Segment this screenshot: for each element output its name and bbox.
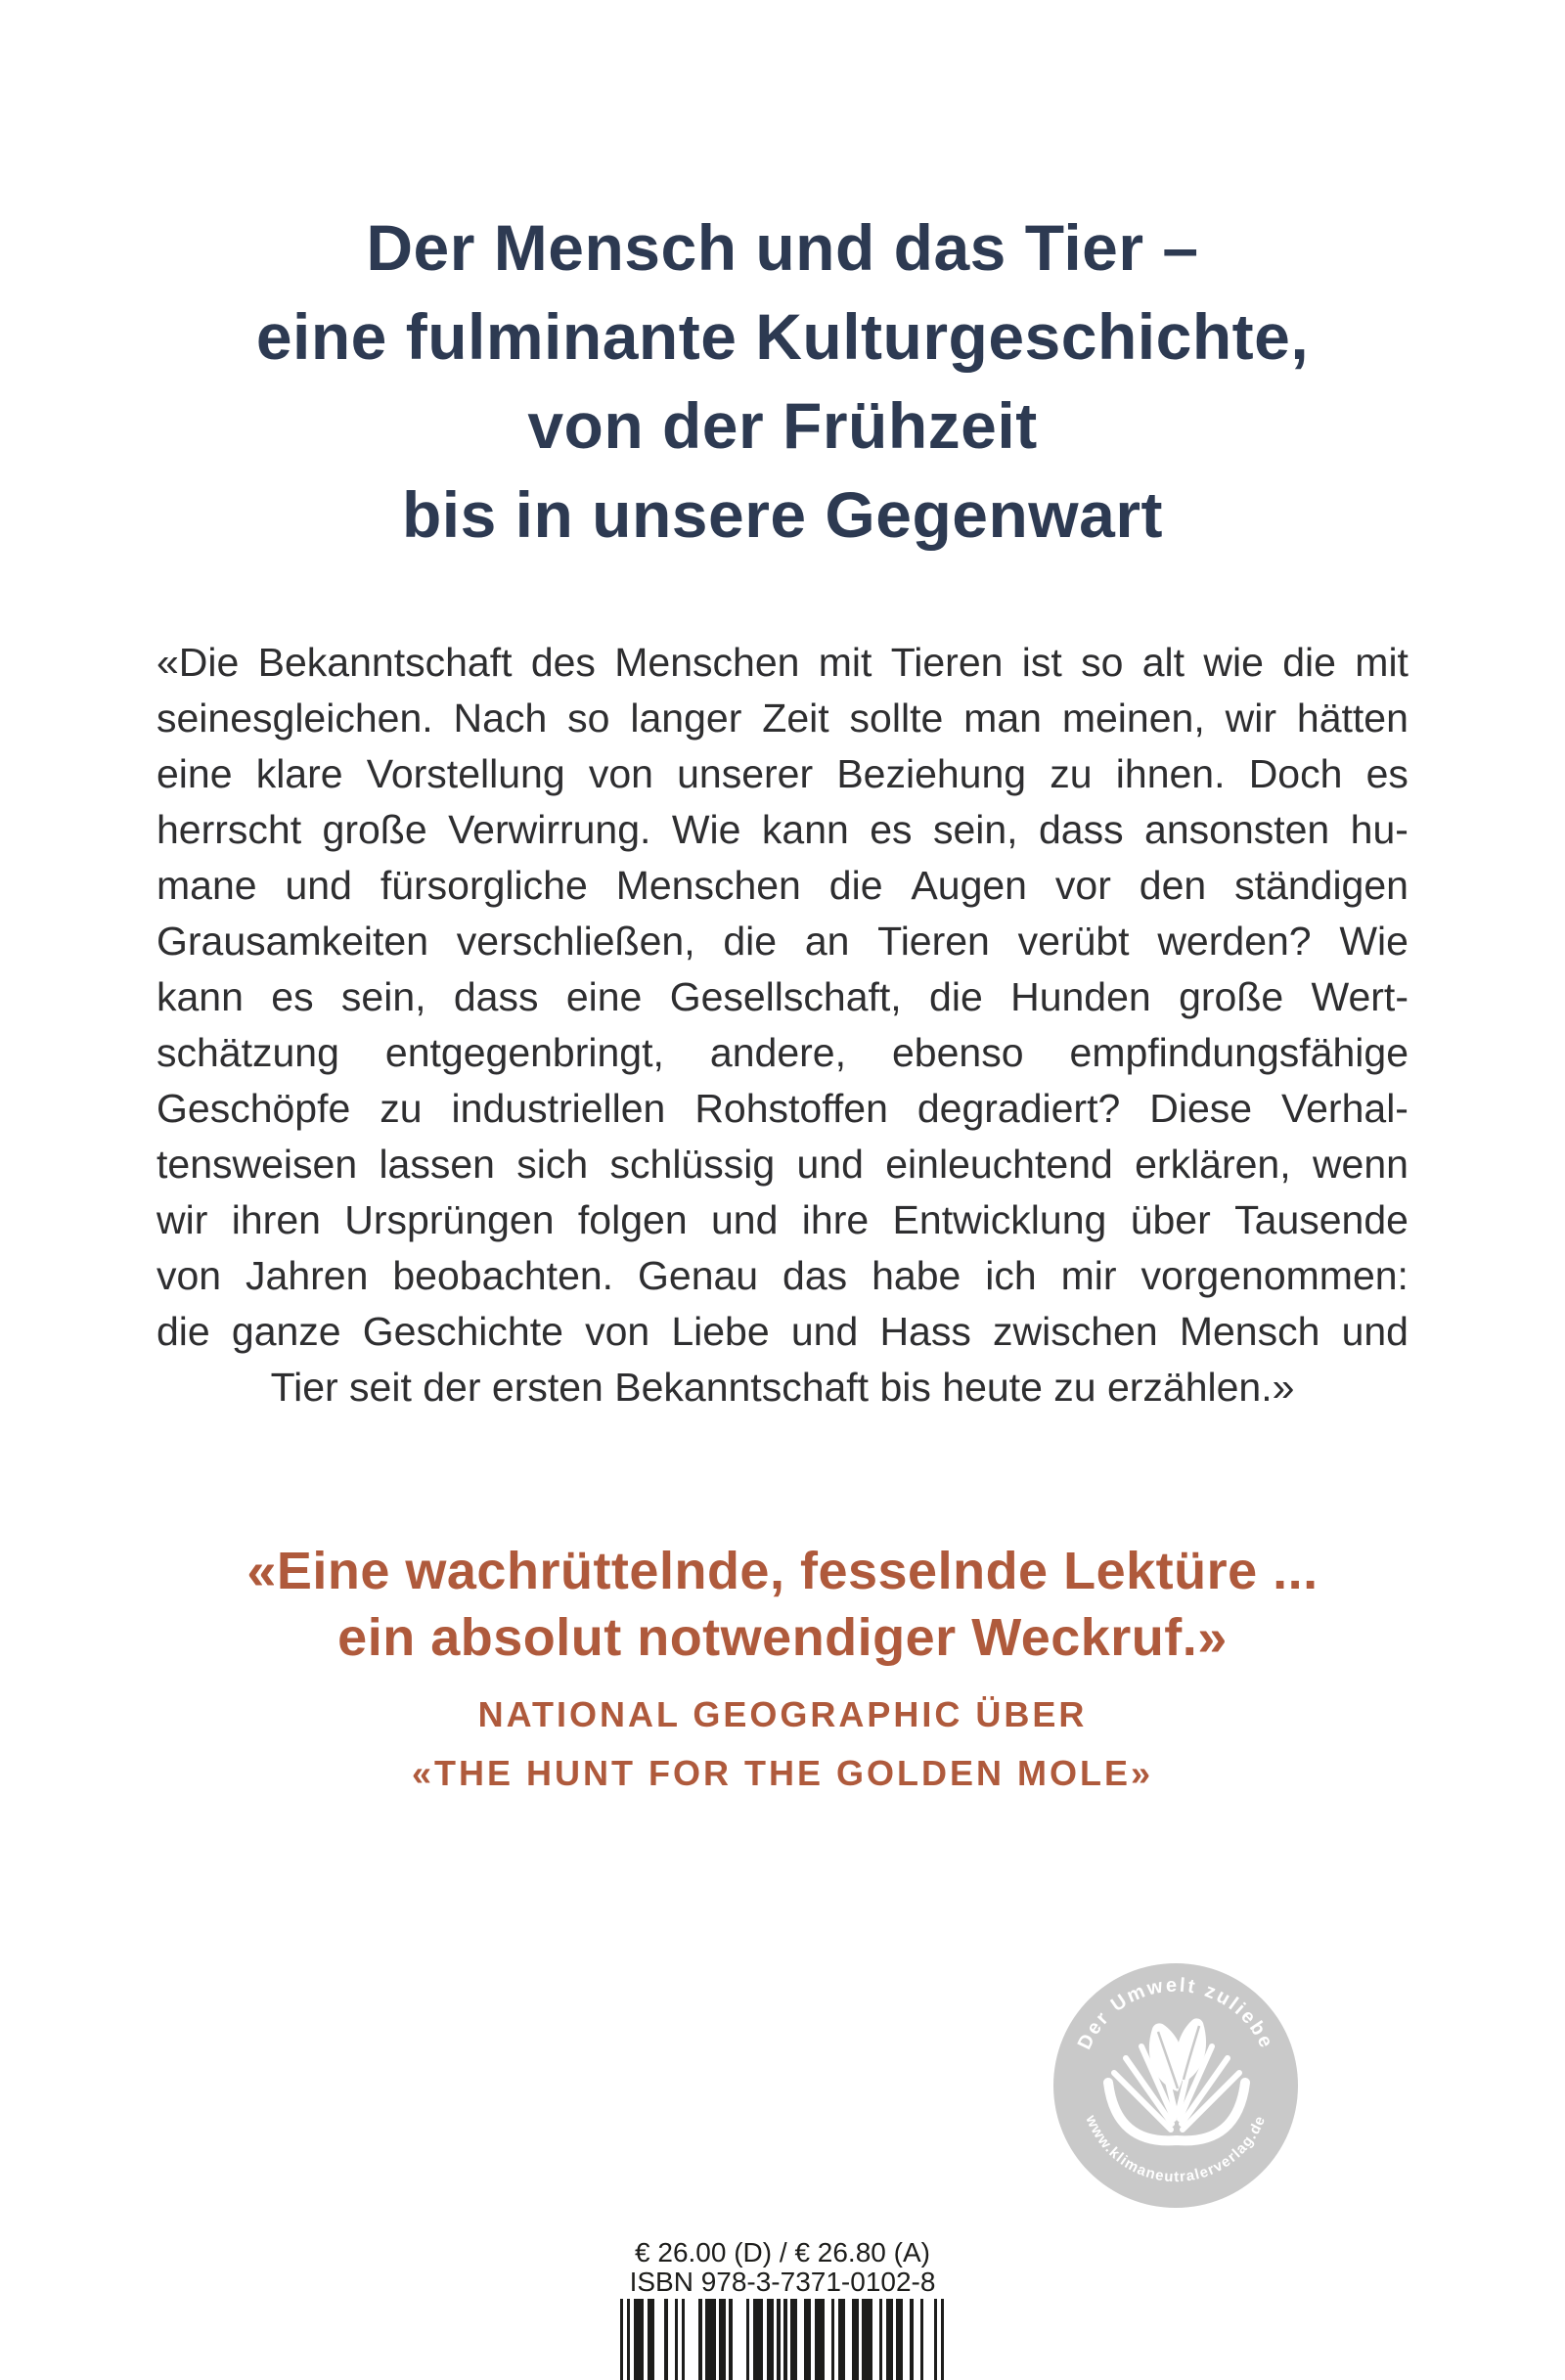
barcode-bar — [648, 2299, 654, 2380]
author-quote-line: eine klare Vorstellung von unserer Beziehung zu ihnen. Doch es — [156, 751, 1408, 796]
review-quote-line: «Eine wachrüttelnde, fesselnde Lektüre ... — [246, 1542, 1319, 1600]
author-quote-line: mane und fürsorgliche Menschen die Augen vor den ständigen — [156, 863, 1408, 908]
headline-line: Der Mensch und das Tier – — [366, 211, 1199, 284]
barcode-bar — [620, 2299, 623, 2380]
barcode-bar — [777, 2299, 780, 2380]
author-quote-line: tensweisen lassen sich schlüssig und einleuchtend erklären, wenn — [156, 1142, 1408, 1187]
barcode-bar — [698, 2299, 701, 2380]
review-source-line: NATIONAL GEOGRAPHIC ÜBER — [477, 1694, 1088, 1734]
climate-neutral-badge — [1053, 1963, 1298, 2208]
barcode-bar — [831, 2299, 834, 2380]
barcode-bar — [767, 2299, 774, 2380]
badge-top-text: Der Umwelt zuliebe — [1073, 1974, 1278, 2053]
author-quote-line: Geschöpfe zu industriellen Rohstoffen degradiert? Diese Verhal- — [156, 1086, 1408, 1131]
barcode-bar — [627, 2299, 630, 2380]
author-quote-line: kann es sein, dass eine Gesellschaft, die Hunden große Wert- — [156, 974, 1408, 1019]
headline — [0, 203, 1565, 560]
review-source-line: «THE HUNT FOR THE GOLDEN MOLE» — [411, 1753, 1154, 1793]
author-quote-line: wir ihren Ursprüngen folgen und ihre Entwicklung über Tausende — [156, 1197, 1408, 1242]
barcode-bar — [920, 2299, 923, 2380]
barcode-bar — [634, 2299, 644, 2380]
barcode-bar — [852, 2299, 859, 2380]
barcode-bar — [746, 2299, 749, 2380]
headline-line: bis in unsere Gegenwart — [401, 478, 1164, 551]
barcode-bar — [682, 2299, 685, 2380]
review-quote-line: ein absolut notwendiger Weckruf.» — [337, 1608, 1228, 1667]
ean-barcode — [620, 2299, 944, 2380]
author-quote-line: herrscht große Verwirrung. Wie kann es sein, dass ansonsten hu- — [156, 807, 1408, 852]
barcode-bar — [896, 2299, 903, 2380]
author-quote-line: Tier seit der ersten Bekanntschaft bis heute zu erzählen.» — [270, 1365, 1295, 1410]
author-quote-line: Grausamkeiten verschließen, die an Tieren verübt werden? Wie — [156, 919, 1408, 964]
barcode-bar — [790, 2299, 797, 2380]
badge-bottom-text: www.klimaneutralerverlag.de — [1082, 2112, 1270, 2186]
barcode-bar — [941, 2299, 944, 2380]
barcode-bar — [675, 2299, 678, 2380]
barcode-bar — [705, 2299, 715, 2380]
barcode-bar — [664, 2299, 667, 2380]
review-quote — [0, 1538, 1565, 1671]
barcode-bar — [729, 2299, 732, 2380]
barcode-bar — [753, 2299, 763, 2380]
author-quote-line: seinesgleichen. Nach so langer Zeit sollte man meinen, wir hätten — [156, 696, 1408, 741]
barcode-bar — [838, 2299, 845, 2380]
barcode-bar — [804, 2299, 811, 2380]
price-text: € 26.00 (D) / € 26.80 (A) — [635, 2237, 930, 2268]
author-quote-line: «Die Bekanntschaft des Menschen mit Tieren ist so alt wie die mit — [156, 640, 1408, 685]
barcode-bar — [719, 2299, 726, 2380]
barcode-bar — [815, 2299, 825, 2380]
isbn-text: ISBN 978-3-7371-0102-8 — [629, 2267, 936, 2297]
review-source — [0, 1685, 1565, 1803]
headline-line: von der Frühzeit — [527, 389, 1038, 462]
author-quote-line: schätzung entgegenbringt, andere, ebenso empfindungsfähige — [156, 1030, 1408, 1075]
barcode-bar — [934, 2299, 937, 2380]
author-quote-line: von Jahren beobachten. Genau das habe ich mir vorgenommen: — [156, 1253, 1408, 1298]
barcode-bar — [862, 2299, 872, 2380]
headline-line: eine fulminante Kulturgeschichte, — [255, 300, 1310, 373]
barcode-bar — [910, 2299, 913, 2380]
barcode-bar — [783, 2299, 786, 2380]
author-quote-line: die ganze Geschichte von Liebe und Hass zwischen Mensch und — [156, 1309, 1408, 1354]
barcode-bar — [886, 2299, 893, 2380]
barcode-bar — [879, 2299, 882, 2380]
author-quote-paragraph — [156, 635, 1408, 1415]
